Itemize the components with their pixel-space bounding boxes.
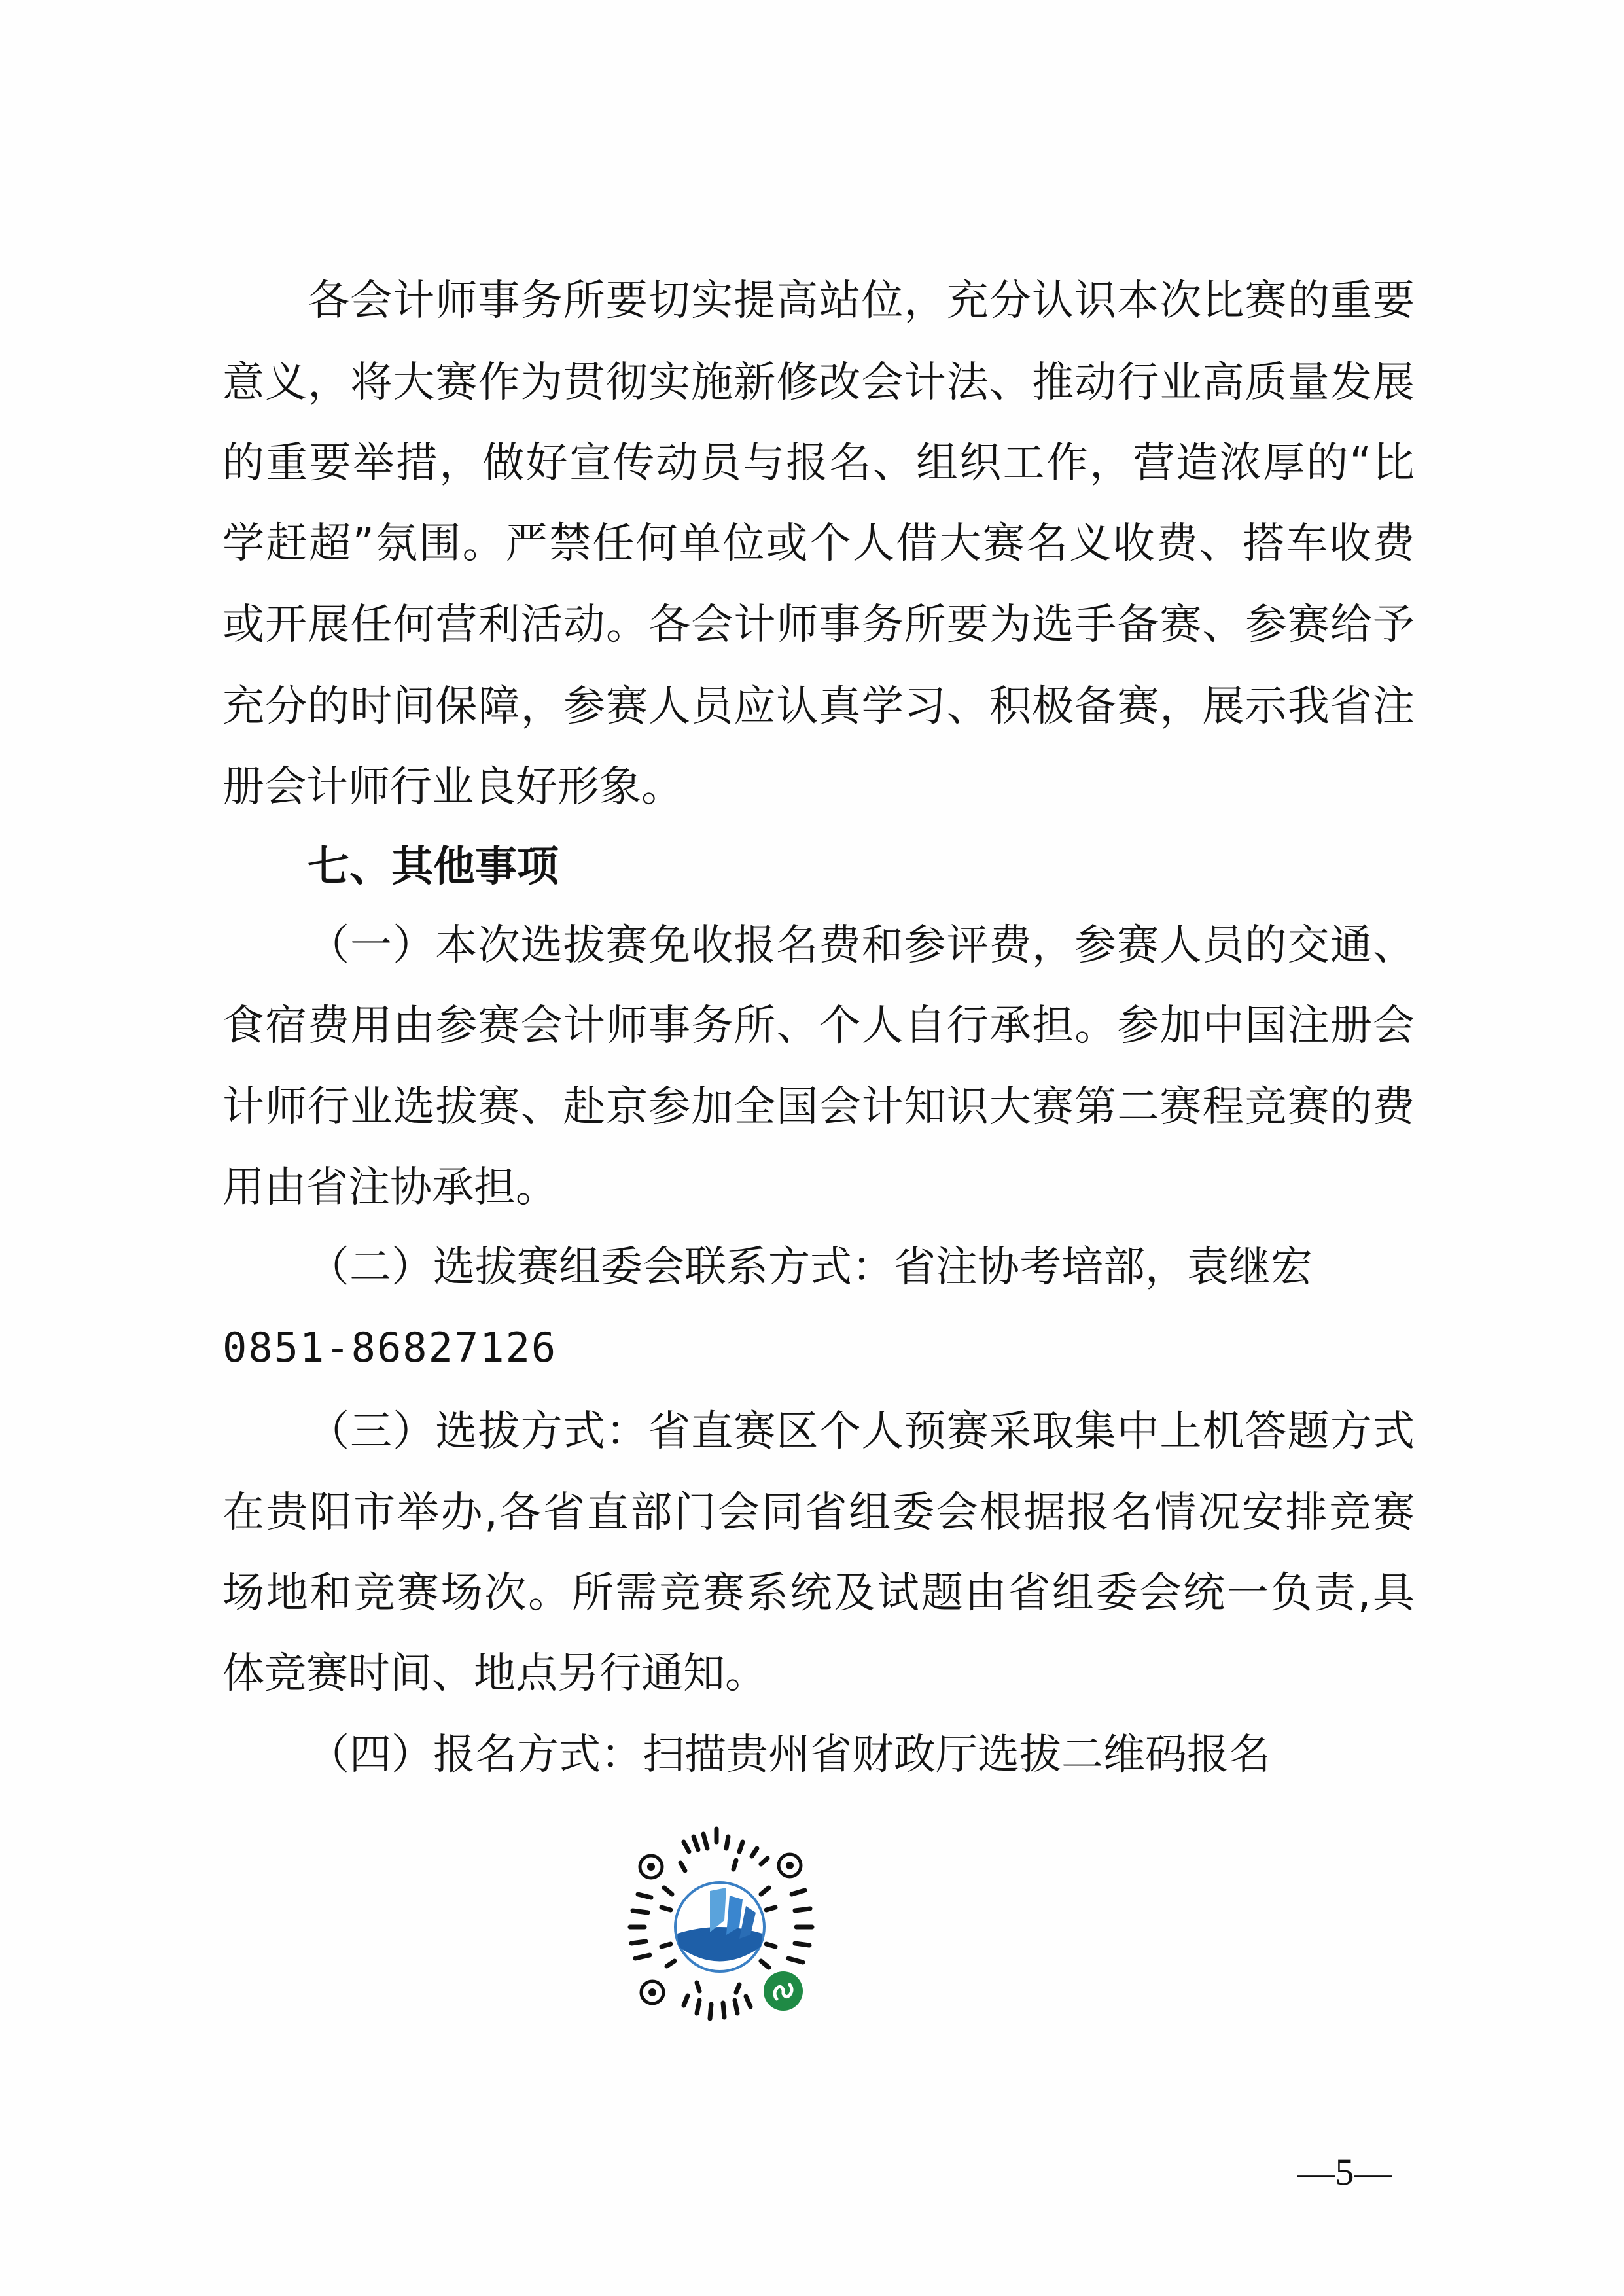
paragraph-line: 学赶超”氛围。严禁任何单位或个人借大赛名义收费、搭车收费 xyxy=(222,520,1415,568)
paragraph-line: 各会计师事务所要切实提高站位，充分认识本次比赛的重要 xyxy=(308,277,1415,325)
paragraph-line: 计师行业选拔赛、赴京参加全国会计知识大赛第二赛程竞赛的费 xyxy=(222,1083,1415,1131)
mini-program-qr-code-icon[interactable] xyxy=(612,1822,828,2032)
section-heading: 七、其他事项 xyxy=(308,843,559,891)
page-number: —5— xyxy=(1297,2151,1392,2193)
paragraph-line: 在贵阳市举办,各省直部门会同省组委会根据报名情况安排竞赛 xyxy=(222,1489,1415,1537)
paragraph-line: 充分的时间保障，参赛人员应认真学习、积极备赛，展示我省注 xyxy=(222,682,1415,731)
logo-emblem-icon xyxy=(675,1882,764,1971)
qr-code-graphic xyxy=(612,1822,828,2032)
paragraph-line: （三）选拔方式：省直赛区个人预赛采取集中上机答题方式 xyxy=(308,1407,1415,1456)
paragraph-line: 意义，将大赛作为贯彻实施新修改会计法、推动行业高质量发展 xyxy=(222,359,1415,407)
mini-program-badge-icon xyxy=(764,1971,803,2011)
paragraph-line: 册会计师行业良好形象。 xyxy=(222,763,683,811)
paragraph-line: 食宿费用由参赛会计师事务所、个人自行承担。参加中国注册会 xyxy=(222,1002,1415,1050)
paragraph-line: （二）选拔赛组委会联系方式：省注协考培部，袁继宏 xyxy=(308,1243,1313,1292)
paragraph-line: （四）报名方式：扫描贵州省财政厅选拔二维码报名 xyxy=(308,1731,1271,1779)
paragraph-line: 体竞赛时间、地点另行通知。 xyxy=(222,1650,767,1698)
paragraph-line: 的重要举措，做好宣传动员与报名、组织工作，营造浓厚的“比 xyxy=(222,439,1415,487)
paragraph-line: （一）本次选拔赛免收报名费和参评费，参赛人员的交通、 xyxy=(308,921,1415,970)
paragraph-line: 场地和竞赛场次。所需竞赛系统及试题由省组委会统一负责,具 xyxy=(222,1569,1415,1617)
paragraph-line: 用由省注协承担。 xyxy=(222,1163,557,1212)
paragraph-line: 或开展任何营利活动。各会计师事务所要为选手备赛、参赛给予 xyxy=(222,601,1415,649)
contact-phone: 0851-86827126 xyxy=(222,1324,557,1371)
